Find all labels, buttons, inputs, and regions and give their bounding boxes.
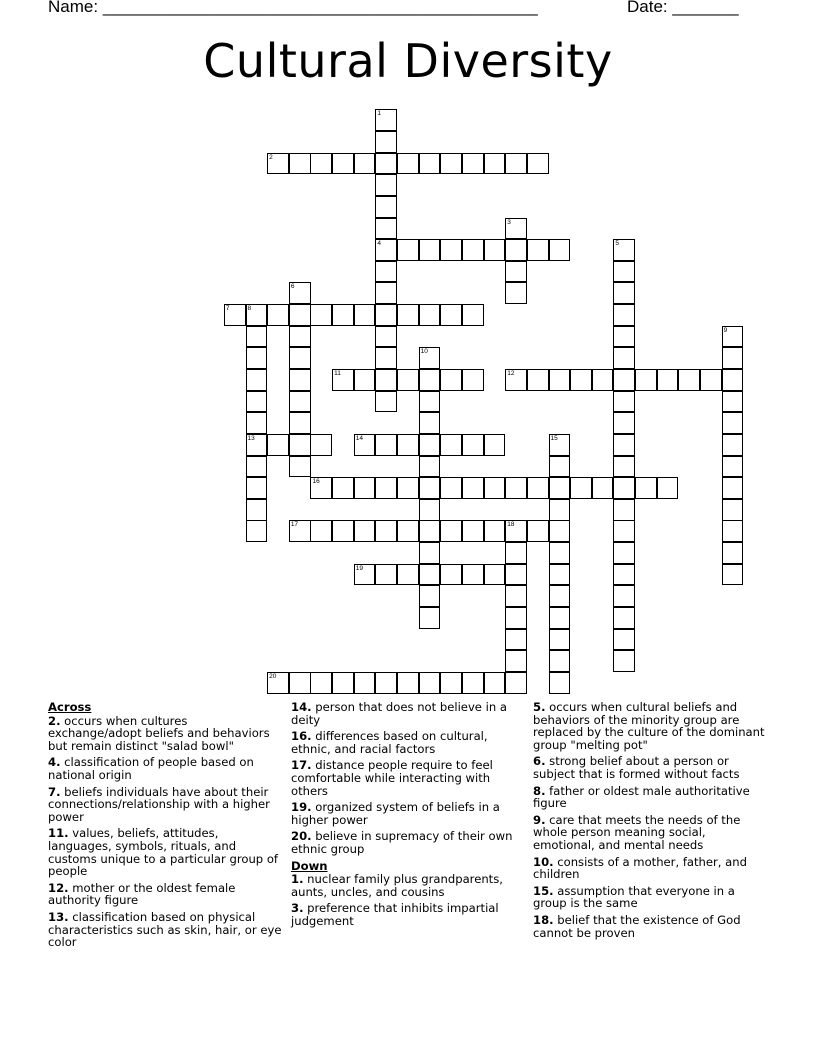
crossword-cell[interactable]: [462, 520, 484, 542]
crossword-cell[interactable]: [722, 456, 744, 478]
clue-text: occurs when cultural beliefs and behaviors of the minority group are replaced by the culture of the dominant group "melting pot": [533, 700, 765, 752]
crossword-cell[interactable]: [375, 174, 397, 196]
crossword-cell[interactable]: [613, 650, 635, 672]
crossword-cell[interactable]: [613, 304, 635, 326]
crossword-cell[interactable]: [332, 369, 354, 391]
clue-text: classification based on physical characteristics such as skin, hair, or eye color: [48, 909, 282, 950]
cell-number: 4: [377, 240, 381, 248]
crossword-cell[interactable]: [354, 434, 376, 456]
cell-number: 19: [355, 564, 363, 572]
crossword-cell[interactable]: [440, 304, 462, 326]
crossword-cell[interactable]: [613, 369, 635, 391]
crossword-cell[interactable]: [419, 542, 441, 564]
crossword-cell[interactable]: [310, 434, 332, 456]
clue-text: consists of a mother, father, and children: [533, 854, 747, 882]
cell-number: 12: [507, 369, 515, 377]
crossword-cell[interactable]: [613, 542, 635, 564]
crossword-cell[interactable]: [613, 499, 635, 521]
crossword-cell[interactable]: [289, 456, 311, 478]
clue-item: [48, 786, 284, 824]
clue-item: [533, 914, 769, 939]
crossword-cell[interactable]: [419, 412, 441, 434]
crossword-cell[interactable]: [419, 607, 441, 629]
crossword-cell[interactable]: [419, 477, 441, 499]
crossword-cell[interactable]: [505, 650, 527, 672]
crossword-cell[interactable]: [375, 520, 397, 542]
crossword-cell[interactable]: [332, 153, 354, 175]
crossword-cell[interactable]: [397, 564, 419, 586]
crossword-cell[interactable]: [375, 109, 397, 131]
cell-number: 2: [269, 153, 273, 161]
crossword-cell[interactable]: [484, 477, 506, 499]
crossword-cell[interactable]: [613, 629, 635, 651]
cell-number: 16: [312, 478, 320, 486]
crossword-cell[interactable]: [375, 153, 397, 175]
crossword-cell[interactable]: [505, 672, 527, 694]
clues-column-2: [291, 701, 527, 932]
clue-number: 1.: [291, 872, 304, 887]
clue-number: 6.: [533, 754, 546, 769]
crossword-cell[interactable]: [440, 434, 462, 456]
clue-number: 13.: [48, 909, 69, 924]
crossword-cell[interactable]: [419, 153, 441, 175]
crossword-cell[interactable]: [267, 153, 289, 175]
cell-number: 10: [420, 348, 428, 356]
crossword-cell[interactable]: [549, 607, 571, 629]
crossword-cell[interactable]: [419, 239, 441, 261]
crossword-cell[interactable]: [722, 564, 744, 586]
clue-item: [533, 814, 769, 852]
cell-number: 15: [550, 434, 558, 442]
crossword-cell[interactable]: [419, 391, 441, 413]
crossword-cell[interactable]: [375, 391, 397, 413]
crossword-cell[interactable]: [527, 153, 549, 175]
crossword-cell[interactable]: [246, 434, 268, 456]
crossword-cell[interactable]: [246, 369, 268, 391]
clue-number: 7.: [48, 784, 61, 799]
crossword-cell[interactable]: [246, 412, 268, 434]
clue-text: beliefs individuals have about their connections/relationship with a higher power: [48, 784, 270, 824]
crossword-cell[interactable]: [549, 456, 571, 478]
crossword-cell[interactable]: [505, 153, 527, 175]
crossword-cell[interactable]: [570, 477, 592, 499]
crossword-cell[interactable]: [310, 304, 332, 326]
crossword-cell[interactable]: [462, 153, 484, 175]
crossword-cell[interactable]: [332, 520, 354, 542]
clue-number: 15.: [533, 883, 554, 898]
clue-item: [291, 701, 527, 726]
cell-number: 17: [290, 521, 299, 529]
crossword-cell[interactable]: [549, 477, 571, 499]
crossword-cell[interactable]: [440, 520, 462, 542]
crossword-cell[interactable]: [722, 477, 744, 499]
crossword-cell[interactable]: [375, 434, 397, 456]
crossword-cell[interactable]: [549, 585, 571, 607]
crossword-cell[interactable]: [397, 477, 419, 499]
date-blank: _______: [672, 0, 739, 16]
clue-number: 18.: [533, 912, 554, 927]
crossword-cell[interactable]: [246, 477, 268, 499]
crossword-cell[interactable]: [484, 520, 506, 542]
crossword-cell[interactable]: [375, 347, 397, 369]
crossword-cell[interactable]: [484, 153, 506, 175]
crossword-cell[interactable]: [267, 434, 289, 456]
crossword-cell[interactable]: [505, 564, 527, 586]
crossword-cell[interactable]: [613, 326, 635, 348]
crossword-cell[interactable]: [289, 434, 311, 456]
crossword-cell[interactable]: [613, 434, 635, 456]
crossword-cell[interactable]: [246, 326, 268, 348]
crossword-cell[interactable]: [267, 672, 289, 694]
crossword-cell[interactable]: [310, 672, 332, 694]
clue-item: [48, 882, 284, 907]
cell-number: 8: [247, 305, 252, 313]
crossword-cell[interactable]: [332, 672, 354, 694]
crossword-cell[interactable]: [722, 520, 744, 542]
crossword-cell[interactable]: [440, 369, 462, 391]
clue-text: nuclear family plus grandparents, aunts, uncles, and cousins: [291, 872, 503, 899]
cell-number: 13: [247, 434, 255, 442]
crossword-cell[interactable]: [375, 218, 397, 240]
crossword-cell[interactable]: [224, 304, 246, 326]
crossword-cell[interactable]: [419, 520, 441, 542]
crossword-cell[interactable]: [549, 542, 571, 564]
crossword-cell[interactable]: [246, 391, 268, 413]
down-heading: Down: [291, 858, 328, 873]
crossword-cell[interactable]: [375, 369, 397, 391]
crossword-cell[interactable]: [613, 564, 635, 586]
crossword-cell[interactable]: [722, 434, 744, 456]
crossword-cell[interactable]: [657, 369, 679, 391]
clue-number: 17.: [291, 758, 312, 773]
crossword-cell[interactable]: [419, 369, 441, 391]
clue-number: 10.: [533, 854, 554, 869]
crossword-cell[interactable]: [462, 477, 484, 499]
crossword-cell[interactable]: [462, 304, 484, 326]
crossword-cell[interactable]: [613, 585, 635, 607]
crossword-cell[interactable]: [375, 477, 397, 499]
crossword-cell[interactable]: [549, 629, 571, 651]
clue-number: 19.: [291, 800, 312, 815]
clue-item: [291, 902, 527, 927]
clue-number: 12.: [48, 880, 69, 895]
crossword-cell[interactable]: [484, 672, 506, 694]
clue-item: [533, 785, 769, 810]
crossword-cell[interactable]: [592, 477, 614, 499]
crossword-cell[interactable]: [289, 672, 311, 694]
crossword-cell[interactable]: [289, 520, 311, 542]
crossword-cell[interactable]: [505, 282, 527, 304]
crossword-cell[interactable]: [289, 369, 311, 391]
crossword-cell[interactable]: [505, 239, 527, 261]
crossword-cell[interactable]: [613, 456, 635, 478]
clues-column-1: [48, 701, 284, 953]
crossword-cell[interactable]: [397, 153, 419, 175]
crossword-cell[interactable]: [310, 153, 332, 175]
crossword-cell[interactable]: [354, 672, 376, 694]
crossword-cell[interactable]: [549, 672, 571, 694]
crossword-cell[interactable]: [354, 477, 376, 499]
crossword-cell[interactable]: [440, 153, 462, 175]
crossword-cell[interactable]: [549, 520, 571, 542]
crossword-cell[interactable]: [462, 434, 484, 456]
cell-number: 9: [723, 326, 728, 334]
crossword-cell[interactable]: [613, 261, 635, 283]
crossword-cell[interactable]: [462, 369, 484, 391]
crossword-cell[interactable]: [397, 520, 419, 542]
crossword-cell[interactable]: [419, 672, 441, 694]
crossword-cell[interactable]: [505, 218, 527, 240]
clue-item: [533, 856, 769, 881]
crossword-cell[interactable]: [289, 391, 311, 413]
crossword-cell[interactable]: [375, 326, 397, 348]
crossword-cell[interactable]: [527, 369, 549, 391]
clue-text: differences based on cultural, ethnic, and racial factors: [291, 729, 488, 756]
crossword-cell[interactable]: [397, 434, 419, 456]
clue-number: 20.: [291, 829, 312, 844]
clue-number: 16.: [291, 729, 312, 744]
clue-text: care that meets the needs of the whole person meaning social, emotional, and mental needs: [533, 812, 741, 852]
cell-number: 20: [269, 672, 277, 680]
crossword-cell[interactable]: [246, 347, 268, 369]
clues-column-3: [533, 701, 769, 943]
crossword-cell[interactable]: [375, 304, 397, 326]
clue-item: [533, 885, 769, 910]
crossword-cell[interactable]: [613, 520, 635, 542]
crossword-cell[interactable]: [440, 564, 462, 586]
clue-text: preference that inhibits impartial judgement: [291, 901, 499, 928]
crossword-cell[interactable]: [332, 304, 354, 326]
crossword-cell[interactable]: [527, 520, 549, 542]
crossword-cell[interactable]: [678, 369, 700, 391]
clue-item: [291, 730, 527, 755]
cell-number: 6: [290, 283, 295, 291]
clue-number: 4.: [48, 755, 61, 770]
crossword-cell[interactable]: [657, 477, 679, 499]
crossword-cell[interactable]: [592, 369, 614, 391]
crossword-cell[interactable]: [375, 564, 397, 586]
crossword-cell[interactable]: [484, 564, 506, 586]
crossword-cell[interactable]: [722, 499, 744, 521]
clue-text: values, beliefs, attitudes, languages, symbols, rituals, and customs unique to a particular group of people: [48, 826, 279, 879]
crossword-cell[interactable]: [246, 456, 268, 478]
crossword-cell[interactable]: [267, 304, 289, 326]
crossword-cell[interactable]: [440, 239, 462, 261]
crossword-cell[interactable]: [527, 477, 549, 499]
clue-text: belief that the existence of God cannot be proven: [533, 912, 741, 940]
crossword-cell[interactable]: [549, 369, 571, 391]
clue-number: 5.: [533, 700, 546, 714]
crossword-cell[interactable]: [635, 369, 657, 391]
clue-number: 3.: [291, 901, 304, 916]
crossword-cell[interactable]: [397, 239, 419, 261]
clue-item: [291, 801, 527, 826]
crossword-cell[interactable]: [484, 434, 506, 456]
crossword-cell[interactable]: [549, 239, 571, 261]
clue-item: [533, 755, 769, 780]
crossword-cell[interactable]: [722, 347, 744, 369]
crossword-cell[interactable]: [505, 542, 527, 564]
crossword-cell[interactable]: [246, 499, 268, 521]
crossword-cell[interactable]: [310, 477, 332, 499]
crossword-cell[interactable]: [310, 520, 332, 542]
crossword-cell[interactable]: [549, 499, 571, 521]
crossword-cell[interactable]: [613, 282, 635, 304]
clue-number: 2.: [48, 713, 61, 728]
crossword-cell[interactable]: [375, 672, 397, 694]
crossword-cell[interactable]: [505, 369, 527, 391]
crossword-cell[interactable]: [570, 369, 592, 391]
crossword-cell[interactable]: [332, 477, 354, 499]
crossword-cell[interactable]: [354, 153, 376, 175]
clue-number: 14.: [291, 700, 312, 714]
crossword-cell[interactable]: [613, 347, 635, 369]
clue-item: [48, 911, 284, 949]
crossword-cell[interactable]: [397, 369, 419, 391]
clue-item: [291, 873, 527, 898]
cell-number: 3: [507, 218, 511, 226]
crossword-cell[interactable]: [484, 239, 506, 261]
crossword-cell[interactable]: [613, 391, 635, 413]
crossword-cell[interactable]: [440, 672, 462, 694]
crossword-cell[interactable]: [246, 520, 268, 542]
clue-item: [48, 827, 284, 877]
crossword-cell[interactable]: [505, 477, 527, 499]
crossword-cell[interactable]: [549, 564, 571, 586]
crossword-cell[interactable]: [397, 304, 419, 326]
crossword-cell[interactable]: [462, 564, 484, 586]
crossword-cell[interactable]: [246, 304, 268, 326]
cell-number: 14: [355, 434, 363, 442]
clue-text: father or oldest male authoritative figure: [533, 783, 750, 811]
crossword-cell[interactable]: [440, 477, 462, 499]
cell-number: 7: [225, 305, 230, 313]
crossword-cell[interactable]: [375, 131, 397, 153]
crossword-cell[interactable]: [419, 456, 441, 478]
crossword-cell[interactable]: [613, 607, 635, 629]
clue-text: occurs when cultures exchange/adopt beliefs and behaviors but remain distinct "salad bowl": [48, 713, 270, 753]
crossword-cell[interactable]: [505, 629, 527, 651]
clue-text: believe in supremacy of their own ethnic group: [291, 829, 513, 856]
clue-item: [533, 701, 769, 751]
cell-number: 5: [615, 240, 620, 248]
date-label: Date:: [627, 0, 668, 16]
crossword-cell[interactable]: [289, 326, 311, 348]
crossword-cell[interactable]: [722, 542, 744, 564]
crossword-cell[interactable]: [354, 520, 376, 542]
crossword-cell[interactable]: [505, 585, 527, 607]
crossword-cell[interactable]: [722, 412, 744, 434]
crossword-cell[interactable]: [505, 261, 527, 283]
crossword-cell[interactable]: [549, 650, 571, 672]
crossword-cell[interactable]: [419, 499, 441, 521]
crossword-cell[interactable]: [613, 239, 635, 261]
clue-number: 9.: [533, 812, 546, 827]
crossword-cell[interactable]: [289, 347, 311, 369]
clue-item: [48, 715, 284, 753]
crossword-cell[interactable]: [375, 261, 397, 283]
clue-number: 8.: [533, 783, 546, 798]
page-title: Cultural Diversity: [203, 34, 613, 88]
cell-number: 1: [377, 110, 381, 118]
clue-text: mother or the oldest female authority figure: [48, 880, 236, 908]
crossword-cell[interactable]: [419, 434, 441, 456]
crossword-cell[interactable]: [722, 369, 744, 391]
across-heading: Across: [48, 700, 92, 714]
crossword-cell[interactable]: [289, 304, 311, 326]
crossword-cell[interactable]: [289, 282, 311, 304]
clue-item: [291, 830, 527, 855]
crossword-cell[interactable]: [354, 369, 376, 391]
name-blank: ______________________________________________: [102, 0, 538, 16]
crossword-cell[interactable]: [505, 607, 527, 629]
clue-text: strong belief about a person or subject that is formed without facts: [533, 754, 740, 781]
crossword-cell[interactable]: [354, 304, 376, 326]
crossword-cell[interactable]: [527, 239, 549, 261]
crossword-cell[interactable]: [419, 347, 441, 369]
crossword-cell[interactable]: [419, 585, 441, 607]
clue-text: person that does not believe in a deity: [291, 700, 507, 727]
crossword-cell[interactable]: [549, 434, 571, 456]
crossword-cell[interactable]: [419, 304, 441, 326]
crossword-cell[interactable]: [722, 326, 744, 348]
cell-number: 11: [334, 369, 341, 377]
crossword-cell[interactable]: [613, 477, 635, 499]
clue-text: classification of people based on national origin: [48, 755, 254, 782]
clue-text: distance people require to feel comfortable while interacting with others: [291, 758, 493, 798]
name-label: Name:: [48, 0, 99, 16]
crossword-cell[interactable]: [354, 564, 376, 586]
clue-item: [48, 756, 284, 781]
crossword-cell[interactable]: [635, 477, 657, 499]
clue-item: [291, 759, 527, 797]
crossword-cell[interactable]: [462, 672, 484, 694]
crossword-cell[interactable]: [397, 672, 419, 694]
crossword-cell[interactable]: [289, 153, 311, 175]
crossword-cell[interactable]: [375, 239, 397, 261]
crossword-cell[interactable]: [505, 520, 527, 542]
crossword-cell[interactable]: [419, 564, 441, 586]
crossword-cell[interactable]: [289, 412, 311, 434]
clue-text: organized system of beliefs in a higher power: [291, 800, 500, 827]
crossword-cell[interactable]: [375, 196, 397, 218]
crossword-cell[interactable]: [375, 282, 397, 304]
clue-text: assumption that everyone in a group is the same: [533, 883, 735, 911]
clue-number: 11.: [48, 826, 69, 841]
crossword-cell[interactable]: [613, 412, 635, 434]
crossword-cell[interactable]: [722, 391, 744, 413]
crossword-cell[interactable]: [700, 369, 722, 391]
crossword-cell[interactable]: [462, 239, 484, 261]
cell-number: 18: [507, 521, 515, 529]
